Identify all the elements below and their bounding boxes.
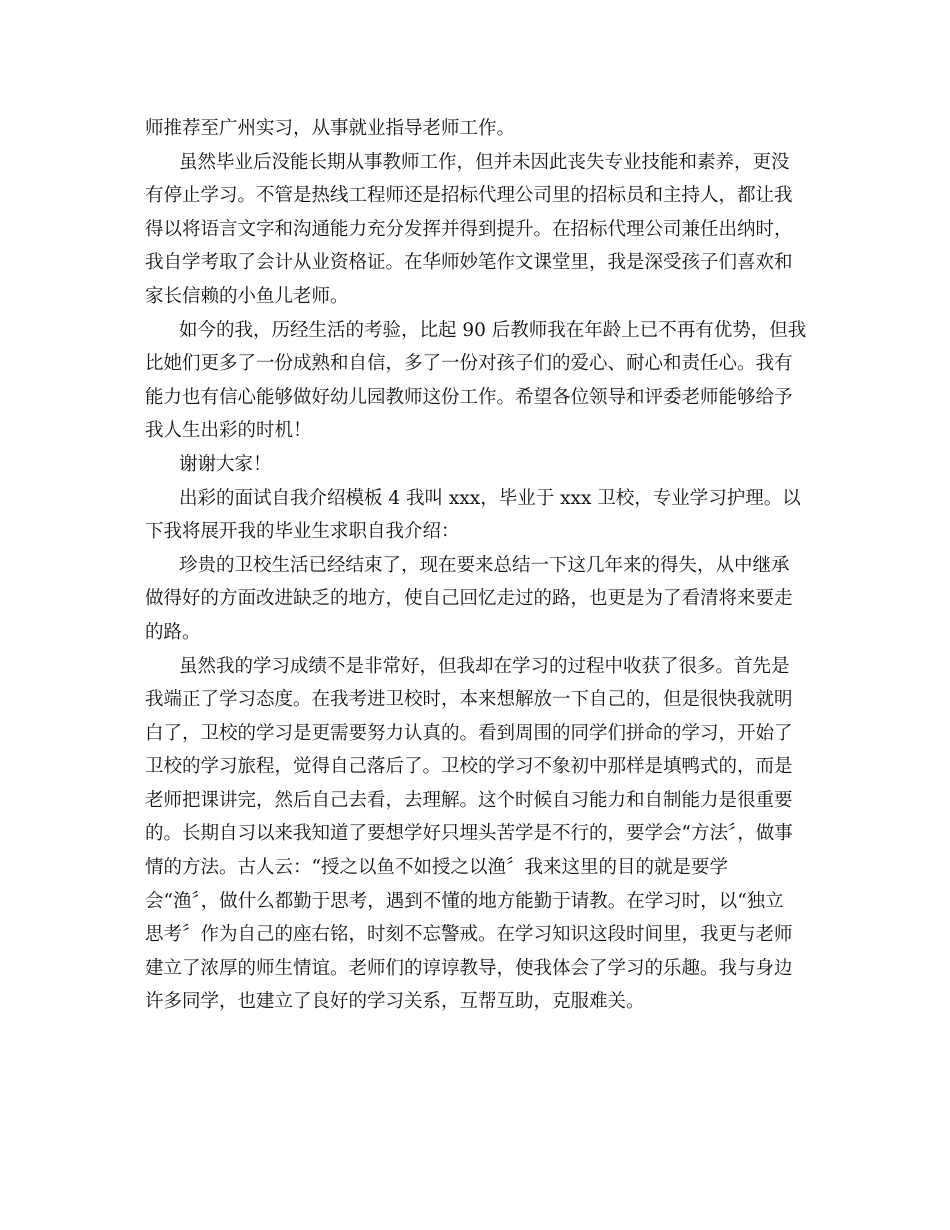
document-body	[145, 112, 813, 1019]
text-line: 我端正了学习态度。在我考进卫校时，本来想解放一下自己的，但是很快我就明	[145, 689, 793, 711]
text-line: 卫校的学习旅程，觉得自己落后了。卫校的学习不象初中那样是填鸭式的，而是	[145, 756, 793, 778]
text-line: 能力也有信心能够做好幼儿园教师这份工作。希望各位领导和评委老师能够给予	[145, 386, 793, 408]
text-line: 做得好的方面改进缺乏的地方，使自己回忆走过的路，也更是为了看清将来要走	[145, 588, 793, 610]
text-line: 的路。	[145, 621, 201, 643]
text-line: 老师把课讲完，然后自己去看，去理解。这个时候自习能力和自制能力是很重要	[145, 789, 793, 811]
text-line: 会“渔〞，做什么都勤于思考，遇到不懂的地方能勤于请教。在学习时，以“独立	[145, 890, 784, 912]
text-line: 珍贵的卫校生活已经结束了，现在要来总结一下这几年来的得失，从中继承	[179, 554, 790, 576]
text-line: 的。长期自习以来我知道了要想学好只埋头苦学是不行的，要学会“方法〞，做事	[145, 823, 793, 845]
text-line: 家长信赖的小鱼儿老师。	[145, 285, 349, 307]
text-line: 有停止学习。不管是热线工程师还是招标代理公司里的招标员和主持人，都让我	[145, 185, 793, 207]
text-line: 得以将语言文字和沟通能力充分发挥并得到提升。在招标代理公司兼任出纳时，	[145, 218, 793, 240]
text-line: 白了，卫校的学习是更需要努力认真的。看到周围的同学们拼命的学习，开始了	[145, 722, 793, 744]
text-line: 下我将展开我的毕业生求职自我介绍：	[145, 521, 460, 543]
text-line: 比她们更多了一份成熟和自信，多了一份对孩子们的爱心、耐心和责任心。我有	[145, 353, 793, 375]
text-line: 谢谢大家！	[179, 453, 272, 475]
text-line: 情的方法。古人云：“授之以鱼不如授之以渔〞我来这里的目的就是要学	[145, 857, 728, 879]
text-line: 如今的我，历经生活的考验，比起 90 后教师我在年龄上已不再有优势，但我	[179, 319, 807, 341]
text-line: 许多同学，也建立了良好的学习关系，互帮互助，克服难关。	[145, 991, 645, 1013]
text-line: 虽然毕业后没能长期从事教师工作，但并未因此丧失专业技能和素养，更没	[179, 151, 790, 173]
text-line: 师推荐至广州实习，从事就业指导老师工作。	[145, 118, 516, 139]
text-line: 虽然我的学习成绩不是非常好，但我却在学习的过程中收获了很多。首先是	[179, 655, 790, 677]
text-line: 出彩的面试自我介绍模板 4 我叫 xxx，毕业于 xxx 卫校，专业学习护理。以	[179, 487, 801, 509]
text-line: 我人生出彩的时机！	[145, 420, 312, 442]
text-line: 建立了浓厚的师生情谊。老师们的谆谆教导，使我体会了学习的乐趣。我与身边	[145, 957, 793, 979]
text-line: 思考〞作为自己的座右铭，时刻不忘警戒。在学习知识这段时间里，我更与老师	[145, 924, 793, 946]
text-line: 我自学考取了会计从业资格证。在华师妙笔作文课堂里，我是深受孩子们喜欢和	[145, 252, 793, 274]
